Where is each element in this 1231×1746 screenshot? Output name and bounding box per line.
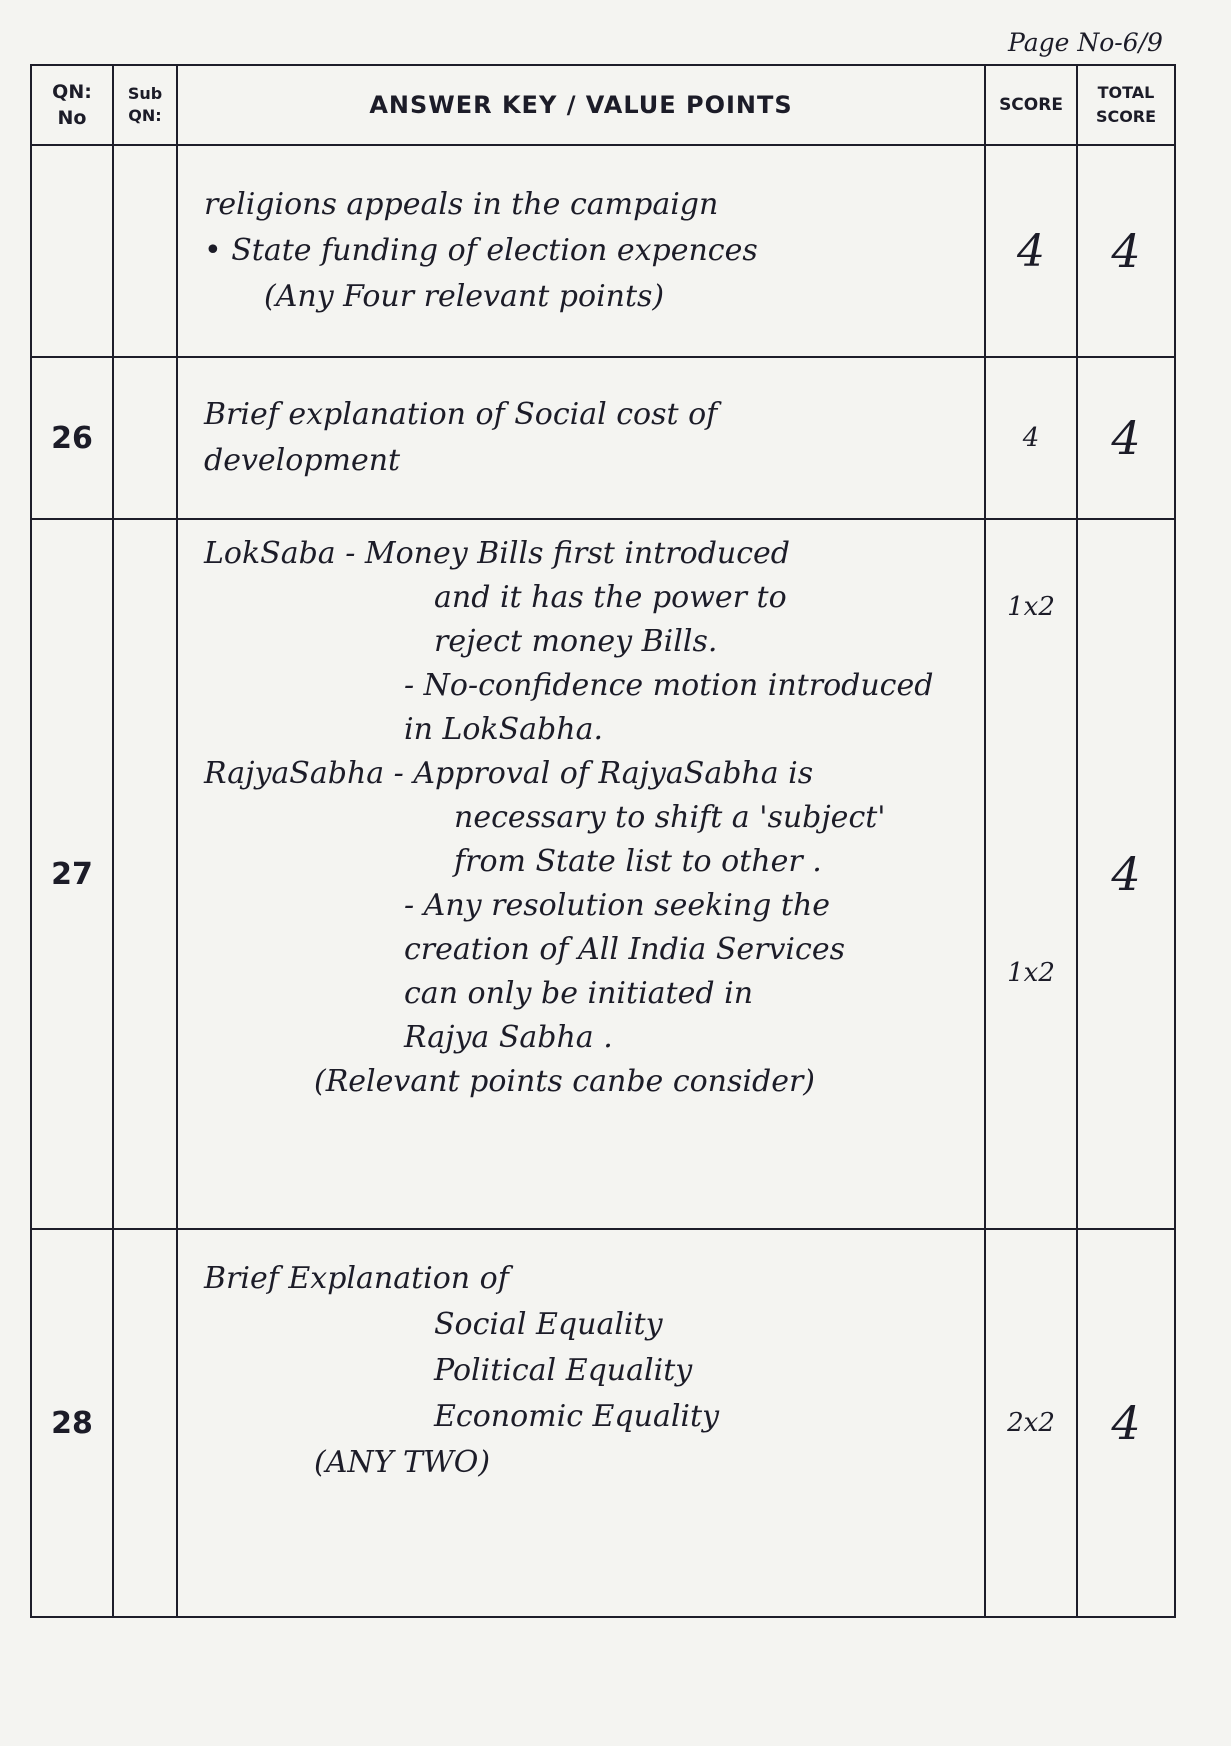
- answer-line: can only be initiated in: [404, 976, 754, 1011]
- total-score-cell: 4: [1077, 145, 1175, 357]
- answer-cell: [177, 357, 985, 519]
- header-total-score: [1077, 65, 1175, 145]
- header-sub-qn-label: QN:: [128, 106, 162, 125]
- sub-question-cell: [113, 519, 177, 1229]
- score-cell: 4: [985, 145, 1077, 357]
- question-number: 28: [31, 1229, 113, 1617]
- header-total-label: TOTAL: [1097, 83, 1155, 102]
- sub-question-cell: [113, 145, 177, 357]
- answer-cell: [177, 519, 985, 1229]
- answer-line: Brief Explanation of: [204, 1261, 509, 1296]
- answer-line: Brief explanation of Social cost of: [204, 397, 718, 432]
- page-number: Page No-6/9: [1008, 28, 1163, 57]
- header-qn-no: [31, 65, 113, 145]
- answer-line: • State funding of election expences: [204, 233, 758, 268]
- answer-line: (Relevant points canbe consider): [314, 1064, 815, 1099]
- table-row: [31, 519, 1175, 1229]
- header-qn-label: QN:: [52, 81, 92, 103]
- answer-cell: [177, 145, 985, 357]
- header-row: [31, 65, 1175, 145]
- answer-line: necessary to shift a 'subject': [454, 800, 886, 835]
- answer-cell: [177, 1229, 985, 1617]
- total-score-cell: 4: [1077, 357, 1175, 519]
- answer-line: and it has the power to: [434, 580, 787, 615]
- score-value: 1x2: [1007, 592, 1055, 622]
- score-cell: 2x2: [985, 1229, 1077, 1617]
- answer-line: (ANY TWO): [314, 1445, 491, 1480]
- score-cell: 4: [985, 357, 1077, 519]
- header-answer-key: ANSWER KEY / VALUE POINTS: [177, 65, 985, 145]
- answer-line: Political Equality: [434, 1353, 693, 1388]
- answer-key-table: [30, 64, 1176, 1618]
- answer-line: - Any resolution seeking the: [404, 888, 831, 923]
- header-sub-qn: [113, 65, 177, 145]
- table-row: [31, 357, 1175, 519]
- answer-line: creation of All India Services: [404, 932, 845, 967]
- total-score-cell: 4: [1077, 1229, 1175, 1617]
- total-score-cell: 4: [1077, 519, 1175, 1229]
- sub-question-cell: [113, 1229, 177, 1617]
- question-number: 27: [31, 519, 113, 1229]
- header-sub-label: Sub: [127, 84, 163, 103]
- table-row: [31, 145, 1175, 357]
- answer-line: - No-confidence motion introduced: [404, 668, 934, 703]
- answer-line: religions appeals in the campaign: [204, 187, 719, 222]
- score-value: 1x2: [1007, 958, 1055, 988]
- header-total-score-label: SCORE: [1095, 107, 1157, 126]
- question-number: [31, 145, 113, 357]
- answer-line: reject money Bills.: [434, 624, 718, 659]
- answer-line: in LokSabha.: [404, 712, 603, 747]
- table-row: [31, 1229, 1175, 1617]
- header-score: SCORE: [985, 65, 1077, 145]
- header-no-label: No: [57, 107, 87, 129]
- answer-line: Rajya Sabha .: [404, 1020, 613, 1055]
- answer-line: Economic Equality: [434, 1399, 720, 1434]
- answer-line: LokSaba - Money Bills first introduced: [204, 536, 790, 571]
- answer-line: (Any Four relevant points): [264, 279, 665, 314]
- question-number: 26: [31, 357, 113, 519]
- answer-line: RajyaSabha - Approval of RajyaSabha is: [204, 756, 814, 791]
- answer-line: development: [204, 443, 401, 478]
- sub-question-cell: [113, 357, 177, 519]
- answer-line: from State list to other .: [454, 844, 822, 879]
- answer-line: Social Equality: [434, 1307, 663, 1342]
- score-cell: [985, 519, 1077, 1229]
